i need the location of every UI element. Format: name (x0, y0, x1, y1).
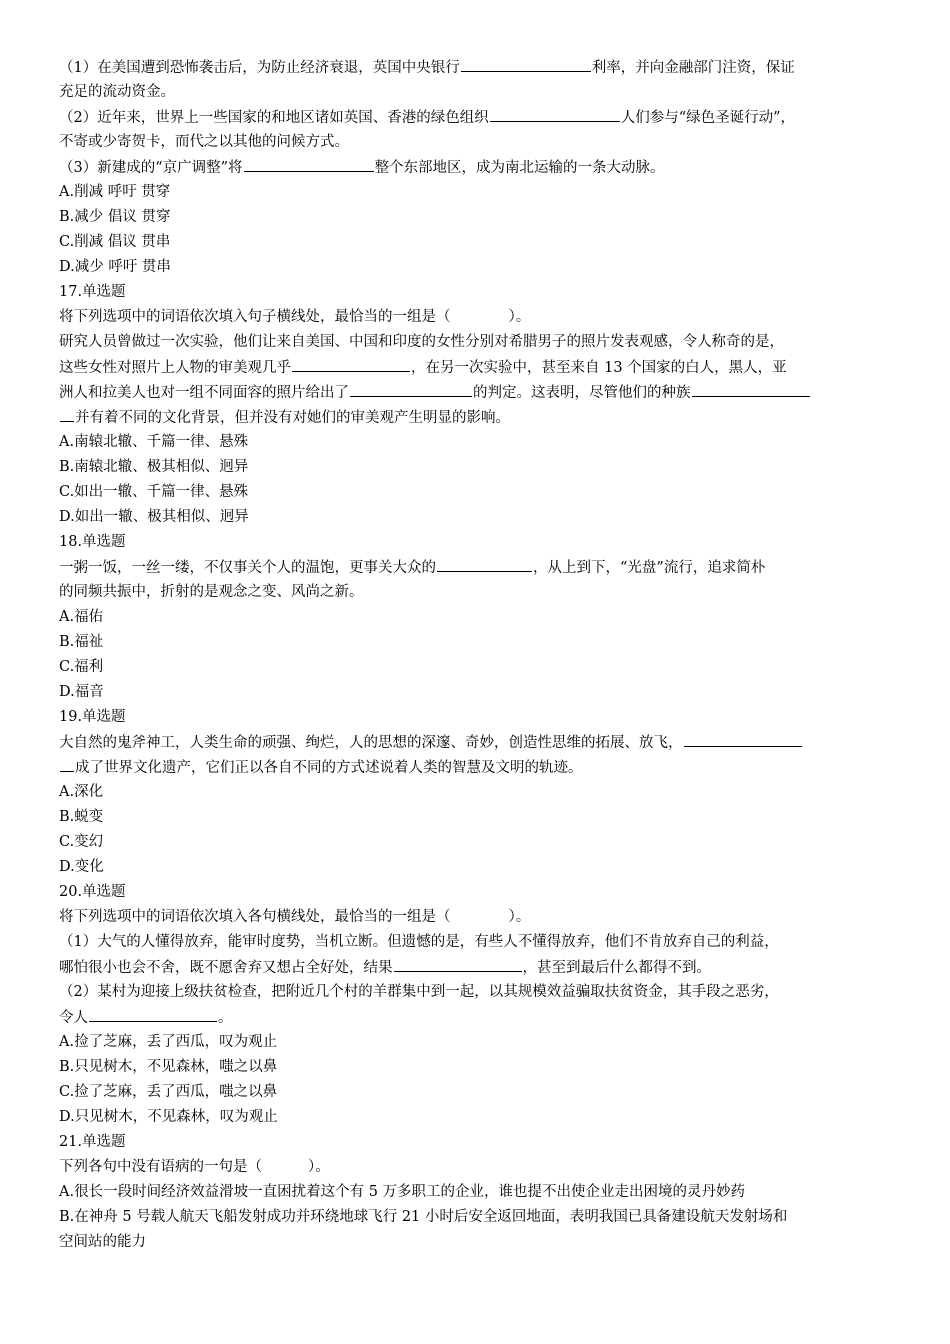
answer-blank (437, 555, 532, 572)
passage-line: 这些女性对照片上人物的审美观几乎 ，在另一次实验中，甚至来自 13 个国家的白人，黑人，亚 (59, 355, 897, 380)
option-a[interactable]: A.南辕北辙、千篇一律、悬殊 (59, 434, 249, 450)
option-c[interactable]: C.捡了芝麻，丢了西瓜，嗤之以鼻 (59, 1084, 278, 1100)
option-d[interactable]: D.如出一辙、极其相似、迥异 (59, 509, 249, 525)
q16-sentence-1-line-2: 充足的流动资金。 (59, 84, 175, 100)
question-stem: 一粥一饭，一丝一缕，不仅事关个人的温饱，更事关大众的 ，从上到下，“光盘”流行，追求简朴 (59, 555, 897, 580)
answer-blank (244, 155, 374, 172)
exam-page (59, 55, 897, 1255)
option-d[interactable]: D.减少 呼吁 贯串 (59, 259, 171, 275)
answer-blank (490, 105, 620, 122)
answer-blank (350, 380, 472, 397)
answer-blank (461, 55, 591, 72)
option-c[interactable]: C.削减 倡议 贯串 (59, 234, 171, 250)
option-b[interactable]: B.减少 倡议 贯穿 (59, 209, 171, 225)
option-d[interactable]: D.福音 (59, 684, 104, 700)
option-b[interactable]: B.只见树木，不见森林，嗤之以鼻 (59, 1059, 278, 1075)
passage-line: 研究人员曾做过一次实验，他们让来自美国、中国和印度的女性分别对希腊男子的照片发表观感，令人称奇的是， (59, 334, 784, 350)
answer-blank-tail (60, 755, 74, 772)
question-stem: 下列各句中没有语病的一句是（ ）。 (59, 1159, 330, 1175)
option-c[interactable]: C.福利 (59, 659, 104, 675)
answer-blank (89, 1005, 217, 1022)
question-stem: 将下列选项中的词语依次填入句子横线处，最恰当的一组是（ ）。 (59, 309, 531, 325)
q16-sentence-3: （3）新建成的“京广调整”将 整个东部地区，成为南北运输的一条大动脉。 (59, 155, 897, 180)
answer-blank (684, 730, 802, 747)
option-b[interactable]: B.在神舟 5 号载人航天飞船发射成功并环绕地球飞行 21 小时后安全返回地面，表明我国已具备建设航天发射场和 (59, 1209, 788, 1225)
option-a[interactable]: A.很长一段时间经济效益滑坡一直困扰着这个有 5 万多职工的企业，谁也提不出使企业走出困境的灵丹妙药 (59, 1184, 746, 1200)
option-d[interactable]: D.变化 (59, 859, 104, 875)
q16-sentence-1-line-1: （1）在美国遭到恐怖袭击后，为防止经济衰退，英国中央银行 利率，并向金融部门注资，保证 (59, 55, 897, 80)
q16-sentence-2-line-1: （2）近年来，世界上一些国家的和地区诸如英国、香港的绿色组织 人们参与“绿色圣诞行动”， (59, 105, 897, 130)
option-b[interactable]: B.福祉 (59, 634, 104, 650)
question-header: 18.单选题 (59, 534, 126, 550)
question-header: 21.单选题 (59, 1134, 126, 1150)
q16-sentence-2-line-2: 不寄或少寄贺卡，而代之以其他的问候方式。 (59, 134, 349, 150)
question-header: 20.单选题 (59, 884, 126, 900)
question-stem: 将下列选项中的词语依次填入各句横线处，最恰当的一组是（ ）。 (59, 909, 531, 925)
answer-blank (394, 955, 522, 972)
option-b[interactable]: B.南辕北辙、极其相似、迥异 (59, 459, 249, 475)
option-a[interactable]: A.捡了芝麻，丢了西瓜，叹为观止 (59, 1034, 278, 1050)
passage-line: 并有着不同的文化背景，但并没有对她们的审美观产生明显的影响。 (59, 405, 897, 430)
question-stem: 大自然的鬼斧神工，人类生命的顽强、绚烂，人的思想的深邃、奇妙，创造性思维的拓展、放飞， (59, 730, 897, 755)
option-c[interactable]: C.变幻 (59, 834, 104, 850)
answer-blank (692, 380, 810, 397)
option-b-continued[interactable]: 空间站的能力 (59, 1234, 146, 1250)
question-stem: 的同频共振中，折射的是观念之变、风尚之新。 (59, 584, 364, 600)
option-b[interactable]: B.蜕变 (59, 809, 104, 825)
passage-line: 洲人和拉美人也对一组不同面容的照片给出了 的判定。这表明，尽管他们的种族 (59, 380, 897, 405)
q20-sentence-1-line-1: （1）大气的人懂得放弃，能审时度势，当机立断。但遗憾的是，有些人不懂得放弃，他们不肯放弃自己的利益， (59, 934, 779, 950)
option-a[interactable]: A.深化 (59, 784, 104, 800)
answer-blank (292, 355, 410, 372)
option-c[interactable]: C.如出一辙、千篇一律、悬殊 (59, 484, 249, 500)
option-a[interactable]: A.福佑 (59, 609, 104, 625)
question-header: 19.单选题 (59, 709, 126, 725)
question-stem: 成了世界文化遗产，它们正以各自不同的方式述说着人类的智慧及文明的轨迹。 (59, 755, 897, 780)
question-header: 17.单选题 (59, 284, 126, 300)
option-a[interactable]: A.削减 呼吁 贯穿 (59, 184, 171, 200)
q20-sentence-1-line-2: 哪怕很小也会不舍，既不愿舍弃又想占全好处，结果 ，甚至到最后什么都得不到。 (59, 955, 897, 980)
q20-sentence-2-line-1: （2）某村为迎接上级扶贫检查，把附近几个村的羊群集中到一起，以其规模效益骗取扶贫资金，其手段之恶劣， (59, 984, 779, 1000)
answer-blank-tail (60, 405, 74, 422)
q20-sentence-2-line-2: 令人 。 (59, 1005, 897, 1030)
option-d[interactable]: D.只见树木，不见森林，叹为观止 (59, 1109, 278, 1125)
